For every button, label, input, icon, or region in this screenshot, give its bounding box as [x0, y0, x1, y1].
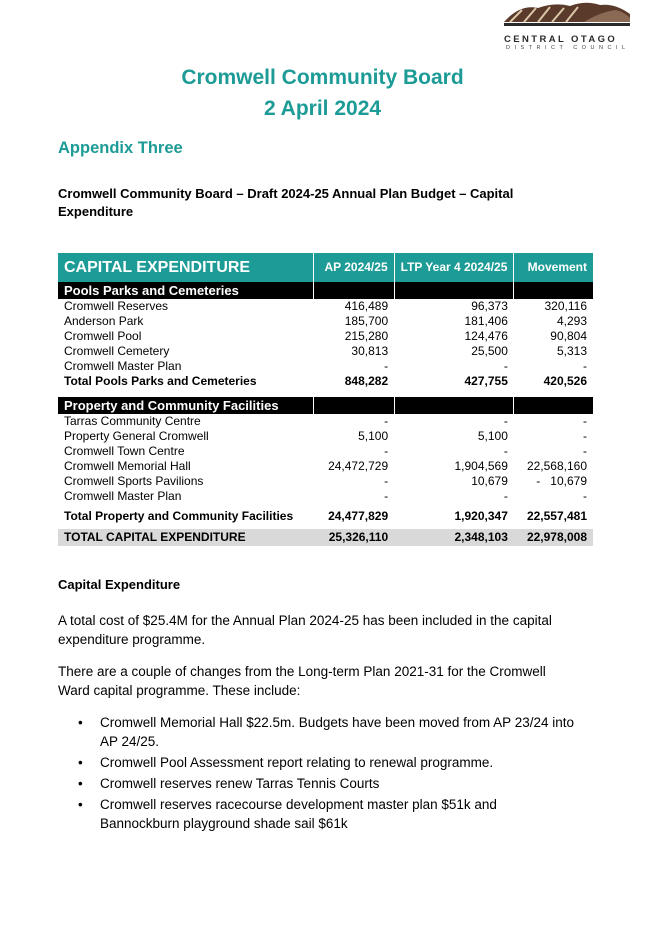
bullet-list [58, 713, 578, 835]
table-row: Property General Cromwell 5,100 5,100 - [64, 429, 587, 443]
bullet-icon: • [78, 797, 83, 812]
col-header-movement: Movement [514, 253, 593, 282]
list-item: • Cromwell reserves racecourse development master plan $51k and Bannockburn playground shade sail $61k [78, 797, 497, 831]
bullet-icon: • [78, 755, 83, 770]
logo-wordmark: CENTRAL OTAGO [504, 34, 618, 45]
body-heading: Capital Expenditure [58, 577, 181, 592]
section-header-row [58, 282, 593, 299]
table-header-row [58, 253, 593, 282]
page-date: 2 April 2024 [263, 97, 382, 120]
logo-subtitle: DISTRICT COUNCIL [506, 45, 630, 51]
section-header-row [58, 397, 593, 414]
table-row: Cromwell Memorial Hall 24,472,729 1,904,569 22,568,160 [64, 459, 587, 473]
table-row: Cromwell Master Plan - - - [64, 489, 587, 503]
section-total-row: Total Property and Community Facilities 24,477,829 1,920,347 22,557,481 [64, 509, 587, 523]
paragraph: A total cost of $25.4M for the Annual Plan 2024-25 has been included in the capital expenditure programme. [58, 613, 552, 647]
list-item: • Cromwell Memorial Hall $22.5m. Budgets have been moved from AP 23/24 into AP 24/25. [78, 715, 574, 749]
table-row: Cromwell Sports Pavilions - 10,679 - 10,679 [64, 474, 587, 488]
col-header-ltp: LTP Year 4 2024/25 [394, 253, 514, 282]
list-item: • Cromwell Pool Assessment report relating to renewal programme. [78, 755, 494, 770]
capital-expenditure-table [58, 253, 593, 546]
negative-sign: - [536, 474, 541, 488]
table-row: Cromwell Town Centre - - - [64, 444, 587, 458]
table-row: Cromwell Reserves 416,489 96,373 320,116 [64, 299, 587, 313]
table-row: Cromwell Pool 215,280 124,476 90,804 [64, 329, 587, 343]
bullet-icon: • [78, 715, 83, 730]
appendix-heading: Appendix Three [58, 139, 183, 157]
page-title: Cromwell Community Board [181, 66, 464, 89]
list-item: • Cromwell reserves renew Tarras Tennis Courts [78, 776, 380, 791]
grand-total-row: TOTAL CAPITAL EXPENDITURE 25,326,110 2,348,103 22,978,008 [58, 529, 593, 546]
section-total-row: Total Pools Parks and Cemeteries 848,282 427,755 420,526 [64, 374, 587, 388]
table-row: Cromwell Master Plan - - - [64, 359, 587, 373]
document-subheading: Cromwell Community Board – Draft 2024-25 Annual Plan Budget – Capital Expenditure [58, 186, 514, 219]
section-title: Property and Community Facilities [58, 397, 314, 414]
bullet-icon: • [78, 776, 83, 791]
table-title: CAPITAL EXPENDITURE [58, 253, 314, 282]
paragraph: There are a couple of changes from the Long-term Plan 2021-31 for the Cromwell Ward capital programme. These include: [58, 664, 546, 698]
section-title: Pools Parks and Cemeteries [58, 282, 314, 299]
table-row: Anderson Park 185,700 181,406 4,293 [64, 314, 587, 328]
col-header-ap: AP 2024/25 [314, 253, 395, 282]
table-row: Tarras Community Centre - - - [64, 414, 587, 428]
table-row: Cromwell Cemetery 30,813 25,500 5,313 [64, 344, 587, 358]
